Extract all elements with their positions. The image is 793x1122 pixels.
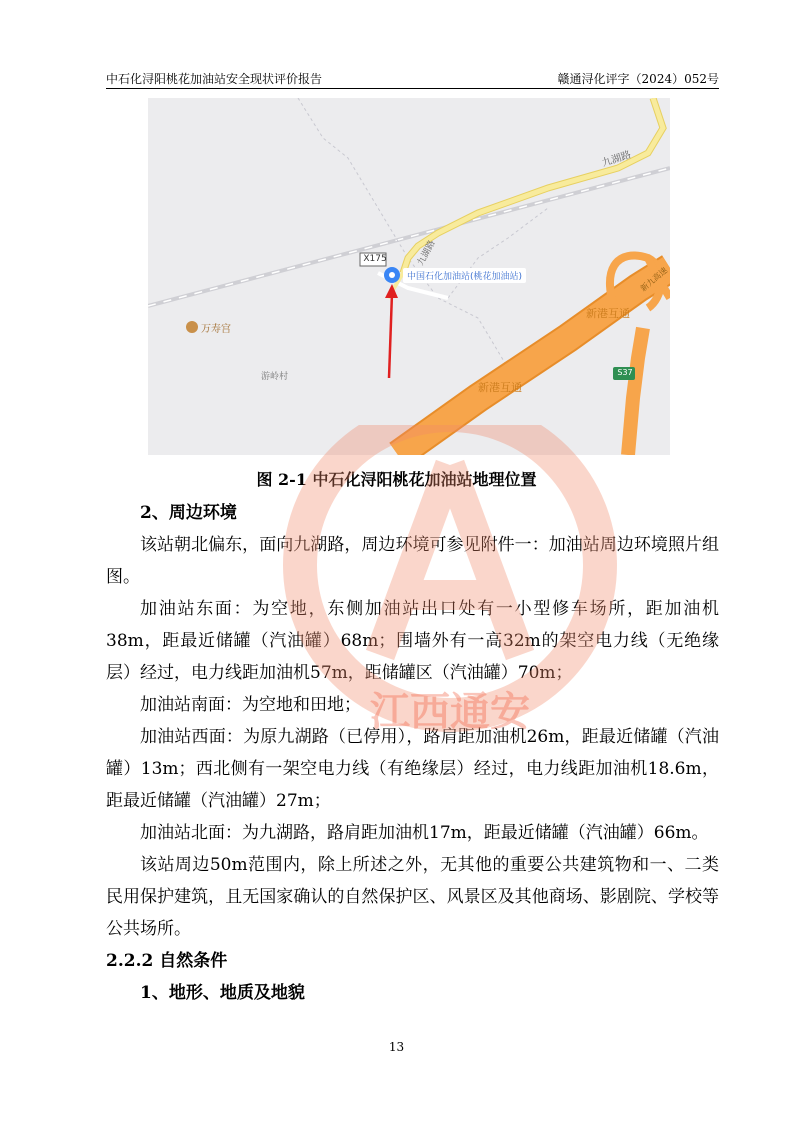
header-report-number: 赣通浔化评字（2024）052号 xyxy=(557,72,719,86)
watermark-text: 江西通安 xyxy=(370,689,530,735)
map-label-xingang-1: 新港互通 xyxy=(586,307,630,320)
header-report-title: 中石化浔阳桃花加油站安全现状评价报告 xyxy=(106,72,323,86)
map-label-station: 中国石化加油站(桃花加油站) xyxy=(403,268,526,283)
station-marker-dot xyxy=(389,272,395,278)
map-label-xingang-road: 新九高速 xyxy=(638,265,670,294)
map-label-jiuhu-road-2: 九湖路 xyxy=(416,238,438,268)
map-label-xingang-2: 新港互通 xyxy=(478,381,522,394)
paragraph-south: 加油站南面：为空地和田地； xyxy=(140,695,361,715)
subsection-heading-terrain: 1、地形、地质及地貌 xyxy=(140,983,305,1003)
section-heading-environment: 2、周边环境 xyxy=(140,503,237,523)
map-route-badge: X175 xyxy=(363,254,387,264)
figure-caption: 图 2-1 中石化浔阳桃花加油站地理位置 xyxy=(256,470,537,489)
map-label-wanshougong: 万寿宫 xyxy=(201,324,231,335)
location-map xyxy=(148,98,670,455)
map-label-youling: 游岭村 xyxy=(261,372,289,382)
temple-icon xyxy=(186,321,198,333)
map-label-jiuhu-road: 九湖路 xyxy=(600,149,633,170)
page-number: 13 xyxy=(388,1040,405,1054)
map-highway-badge: S37 xyxy=(617,368,633,377)
body-text xyxy=(106,497,719,1009)
paragraph-summary: 该站周边50m范围内，除上所述之外，无其他的重要公共建筑物和一、二类民用保护建筑，且无国家确认的自然保护区、风景区及其他商场、影剧院、学校等公共场所。 xyxy=(106,855,719,939)
paragraph-west: 加油站西面：为原九湖路（已停用），路肩距加油机26m，距最近储罐（汽油罐）13m；西北侧有一架空电力线（有绝缘层）经过，电力线距加油机18.6m，距最近储罐（汽油罐）27m； xyxy=(106,727,719,811)
paragraph-east: 加油站东面：为空地，东侧加油站出口处有一小型修车场所，距加油机38m，距最近储罐（汽油罐）68m；围墙外有一高32m的架空电力线（无绝缘层）经过，电力线距加油机57m，距储罐区（汽油罐）70m； xyxy=(106,599,719,683)
paragraph-north: 加油站北面：为九湖路，路肩距加油机17m，距最近储罐（汽油罐）66m。 xyxy=(140,823,709,843)
paragraph-orientation: 该站朝北偏东，面向九湖路，周边环境可参见附件一：加油站周边环境照片组图。 xyxy=(106,535,719,587)
page-header xyxy=(106,68,719,89)
section-heading-natural-conditions: 2.2.2 自然条件 xyxy=(106,951,228,971)
